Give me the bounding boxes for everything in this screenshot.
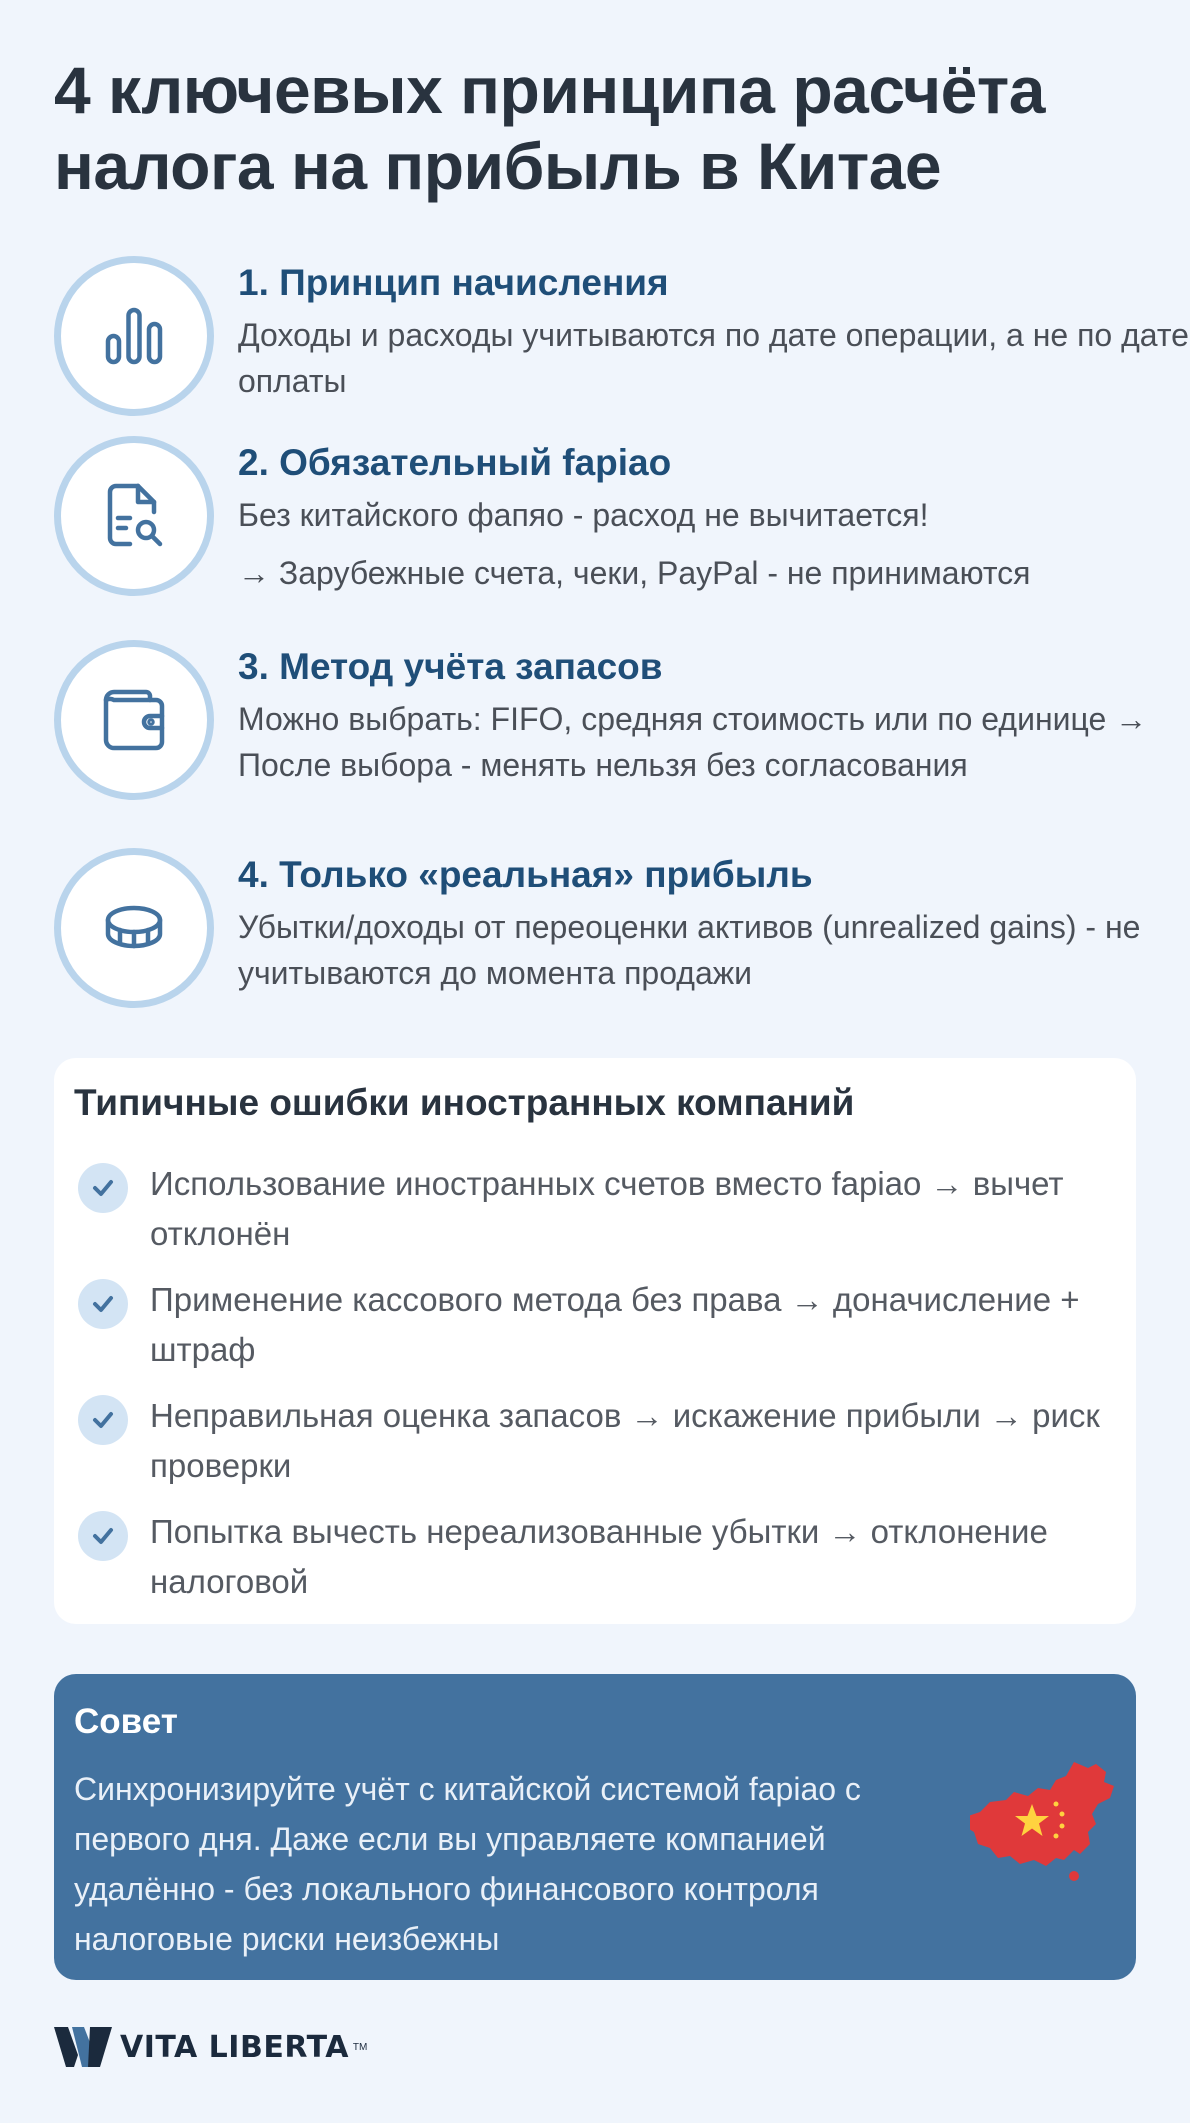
- tip-title: Совет: [74, 1702, 178, 1741]
- coins-icon: [98, 892, 170, 964]
- principle-icon-circle: [54, 436, 214, 596]
- tip-card: [54, 1674, 1136, 1980]
- vita-liberta-logo-icon: [54, 2025, 112, 2069]
- mistakes-title: Типичные ошибки иностранных компаний: [74, 1082, 855, 1123]
- principle-title: 4. Только «реальная» прибыль: [238, 854, 813, 895]
- principle-icon-circle: [54, 256, 214, 416]
- principle-item-4: [54, 848, 1144, 1018]
- principle-item-1: [54, 256, 1189, 426]
- principle-icon-circle: [54, 848, 214, 1008]
- china-map-icon: [970, 1758, 1120, 1888]
- brand-trademark: TM: [352, 2041, 368, 2053]
- mistakes-card: [54, 1058, 1136, 1624]
- page-title: 4 ключевых принципа расчёта налога на прибыль в Китае: [54, 53, 1045, 203]
- bar-chart-icon: [98, 300, 170, 372]
- brand-name: VITA LIBERTA: [120, 2029, 349, 2065]
- principle-title: 3. Метод учёта запасов: [238, 646, 663, 687]
- principle-title: 2. Обязательный fapiao: [238, 442, 672, 483]
- brand-logo: [54, 2024, 367, 2070]
- principle-item-2: [54, 436, 1144, 606]
- check-icon: [78, 1511, 128, 1561]
- principle-text: Убытки/доходы от переоценки активов (unrealized gains) - не учитываются до момента продажи: [238, 909, 1141, 991]
- mistake-text: Неправильная оценка запасов → искажение прибыли → риск проверки: [150, 1397, 1100, 1484]
- check-icon: [78, 1163, 128, 1213]
- principle-title: 1. Принцип начисления: [238, 262, 669, 303]
- principle-text: Без китайского фапяо - расход не вычитается!: [238, 497, 929, 533]
- tip-text: Синхронизируйте учёт с китайской системой fapiao с первого дня. Даже если вы управляете компанией удалённо - без локального финансового контроля налоговые риски неизбежны: [74, 1771, 861, 1957]
- document-search-icon: [98, 480, 170, 552]
- wallet-icon: [98, 684, 170, 756]
- mistake-text: Использование иностранных счетов вместо fapiao → вычет отклонён: [150, 1165, 1064, 1252]
- mistake-text: Применение кассового метода без права → доначисление + штраф: [150, 1281, 1080, 1368]
- principle-icon-circle: [54, 640, 214, 800]
- check-icon: [78, 1279, 128, 1329]
- mistake-text: Попытка вычесть нереализованные убытки → отклонение налоговой: [150, 1513, 1048, 1600]
- principle-text: Доходы и расходы учитываются по дате операции, а не по дате оплаты: [238, 317, 1189, 399]
- principle-text: Можно выбрать: FIFO, средняя стоимость или по единице → После выбора - менять нельзя без согласования: [238, 701, 1148, 783]
- principle-note: → Зарубежные счета, чеки, PayPal - не принимаются: [238, 555, 1031, 591]
- check-icon: [78, 1395, 128, 1445]
- principle-item-3: [54, 640, 1148, 810]
